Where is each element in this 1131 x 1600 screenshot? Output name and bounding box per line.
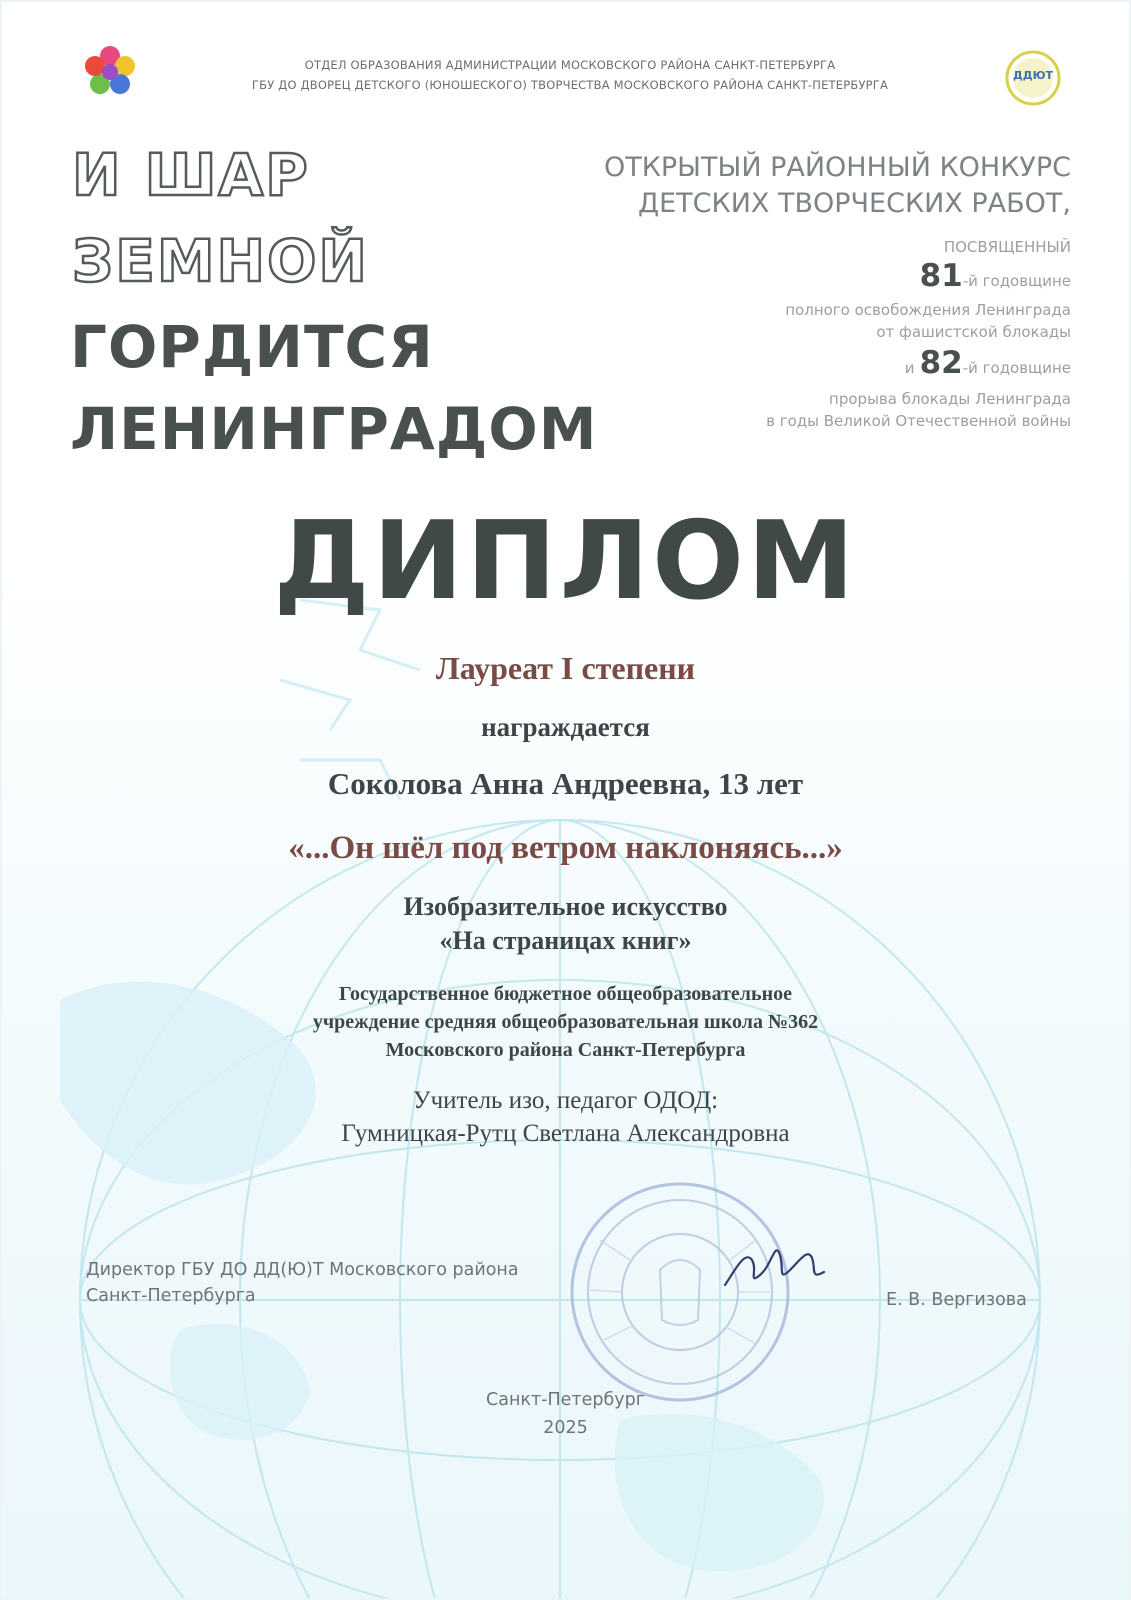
contest-title-2: ДЕТСКИХ ТВОРЧЕСКИХ РАБОТ, [638,188,1071,219]
category: Изобразительное искусство [403,892,728,921]
flower-logo-icon [80,42,140,102]
contest-title-1: ОТКРЫТЫЙ РАЙОННЫЙ КОНКУРС [603,152,1071,183]
teacher-label: Учитель изо, педагог ОДОД: [412,1087,719,1114]
anniversary-81-suffix: -й годовщине [962,272,1071,290]
teacher-name: Гумницкая-Рутц Светлана Александровна [341,1120,790,1147]
contest-line-b: от фашистской блокады [876,323,1071,341]
org-line-1: ОТДЕЛ ОБРАЗОВАНИЯ АДМИНИСТРАЦИИ МОСКОВСКОГО РАЙОНА САНКТ-ПЕТЕРБУРГА [304,58,836,72]
handwritten-signature-icon [720,1230,830,1300]
anniversary-81-number: 81 [919,258,963,294]
recipient-name: Соколова Анна Андреевна, 13 лет [327,766,804,801]
footer-year: 2025 [543,1418,588,1438]
school-line-1: Государственное бюджетное общеобразовательное [339,983,792,1005]
degree: Лауреат I степени [435,650,696,686]
slogan-line-1: И ШАР [72,141,310,209]
ddyut-logo-text: ДДЮТ [1012,69,1053,82]
contest-block [511,150,1071,432]
nomination: «На страницах книг» [439,926,692,955]
footer-city: Санкт-Петербург [486,1390,645,1410]
anniversary-82-number: 82 [919,345,963,381]
work-title: «...Он шёл под ветром наклоняясь...» [288,830,843,866]
contest-and: и [904,359,915,377]
anniversary-81 [511,258,1071,299]
slogan-line-4: ЛЕНИНГРАДОМ [70,395,598,463]
contest-line-c: прорыва блокады Ленинграда [829,390,1071,408]
ddyut-logo-icon [1005,50,1061,106]
org-line-2: ГБУ ДО ДВОРЕЦ ДЕТСКОГО (ЮНОШЕСКОГО) ТВОРЧЕСТВА МОСКОВСКОГО РАЙОНА САНКТ-ПЕТЕРБУРГА [251,78,889,92]
anniversary-82 [511,343,1071,388]
director-position-2: Санкт-Петербурга [86,1286,256,1306]
school-line-3: Московского района Санкт-Петербурга [385,1039,746,1061]
director-position-1: Директор ГБУ ДО ДД(Ю)Т Московского района [86,1260,519,1280]
contest-line-a: полного освобождения Ленинграда [785,301,1071,319]
diploma-title: ДИПЛОМ [273,499,858,624]
slogan-line-3: ГОРДИТСЯ [70,313,434,381]
anniversary-82-suffix: -й годовщине [962,359,1071,377]
school-line-2: учреждение средняя общеобразовательная школа №362 [312,1011,819,1033]
slogan-line-2: ЗЕМНОЙ [72,227,369,295]
awarded-label: награждается [481,712,650,742]
director-name: Е. В. Вергизова [886,1290,1027,1310]
contest-line-d: в годы Великой Отечественной войны [766,412,1071,430]
contest-dedicated: ПОСВЯЩЕННЫЙ [943,238,1071,256]
